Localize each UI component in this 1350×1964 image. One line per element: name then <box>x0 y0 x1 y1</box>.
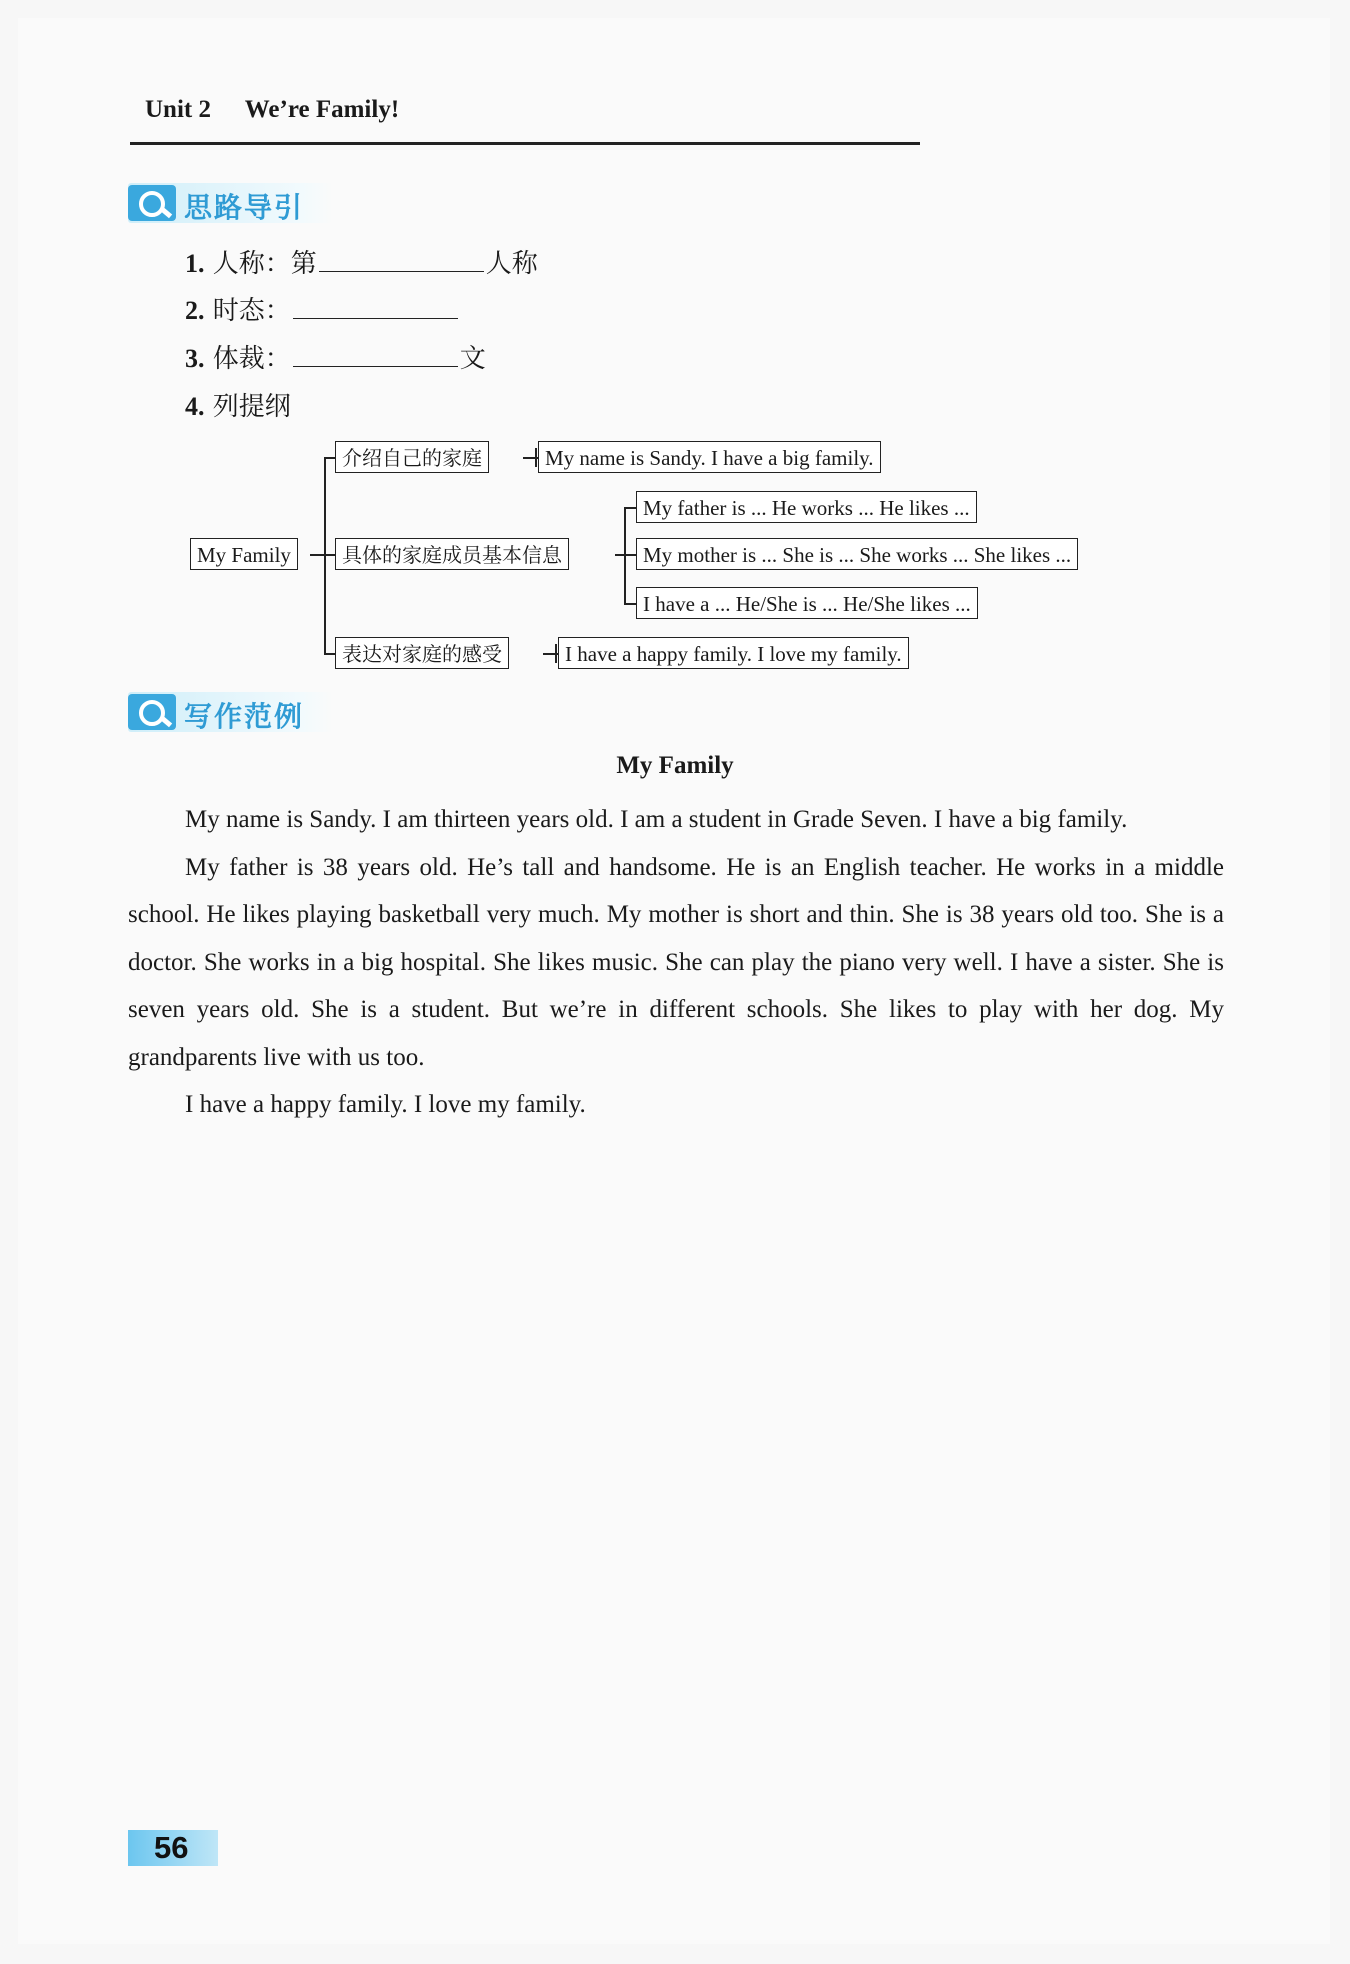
outline-detail: My father is ... He works ... He likes ... <box>636 491 977 523</box>
section-guide-heading <box>128 183 333 223</box>
answer-blank[interactable] <box>293 344 458 367</box>
guide-item-person: 1. 人称：第 人称 <box>185 249 538 279</box>
unit-title: We’re Family! <box>244 96 400 123</box>
outline-detail: I have a happy family. I love my family. <box>558 637 909 669</box>
connector <box>624 554 636 556</box>
essay-body <box>128 796 1224 1129</box>
answer-blank[interactable] <box>293 296 458 319</box>
page-number: 56 <box>154 1830 189 1865</box>
outline-branch-feeling: 表达对家庭的感受 <box>335 637 509 669</box>
outline-detail: I have a ... He/She is ... He/She likes ... <box>636 587 978 619</box>
guide-item-outline: 4. 列提纲 <box>185 392 291 422</box>
connector <box>555 644 557 663</box>
outline-detail: My name is Sandy. I have a big family. <box>538 441 881 473</box>
answer-blank[interactable] <box>319 249 484 272</box>
essay-paragraph: My father is 38 years old. He’s tall and handsome. He is an English teacher. He works in a middle school. He likes playing basketball very much. My mother is short and thin. She is 38 years old too. She is a doctor. She works in a big hospital. She likes music. She can play the piano very well. I have a sister. She is seven years old. She is a student. But we’re in different schools. She likes to play with her dog. My grandparents live with us too. <box>128 853 1224 1071</box>
magnifier-icon <box>128 694 176 730</box>
outline-root: My Family <box>190 538 298 570</box>
essay-paragraph: I have a happy family. I love my family. <box>185 1091 586 1118</box>
page-number-tab <box>128 1830 218 1866</box>
header-divider <box>130 142 920 145</box>
section-example-heading <box>128 692 333 732</box>
guide-item-tense: 2. 时态： <box>185 290 460 327</box>
outline-detail: My mother is ... She is ... She works ... She likes ... <box>636 538 1078 570</box>
guide-item-genre: 3. 体裁： 文 <box>185 344 486 374</box>
outline-branch-intro: 介绍自己的家庭 <box>335 441 489 473</box>
section-guide-title: 思路导引 <box>184 191 305 224</box>
essay-paragraph: My name is Sandy. I am thirteen years old. I am a student in Grade Seven. I have a big family. <box>185 806 1128 833</box>
magnifier-icon <box>128 185 176 221</box>
connector <box>310 554 325 556</box>
section-example-title: 写作范例 <box>184 700 305 733</box>
connector <box>624 507 636 509</box>
outline-branch-members: 具体的家庭成员基本信息 <box>335 538 569 570</box>
essay-title: My Family <box>616 752 734 779</box>
unit-header <box>145 96 399 124</box>
connector <box>324 457 326 654</box>
connector <box>535 448 537 467</box>
connector <box>624 603 636 605</box>
unit-label: Unit 2 <box>145 96 211 123</box>
